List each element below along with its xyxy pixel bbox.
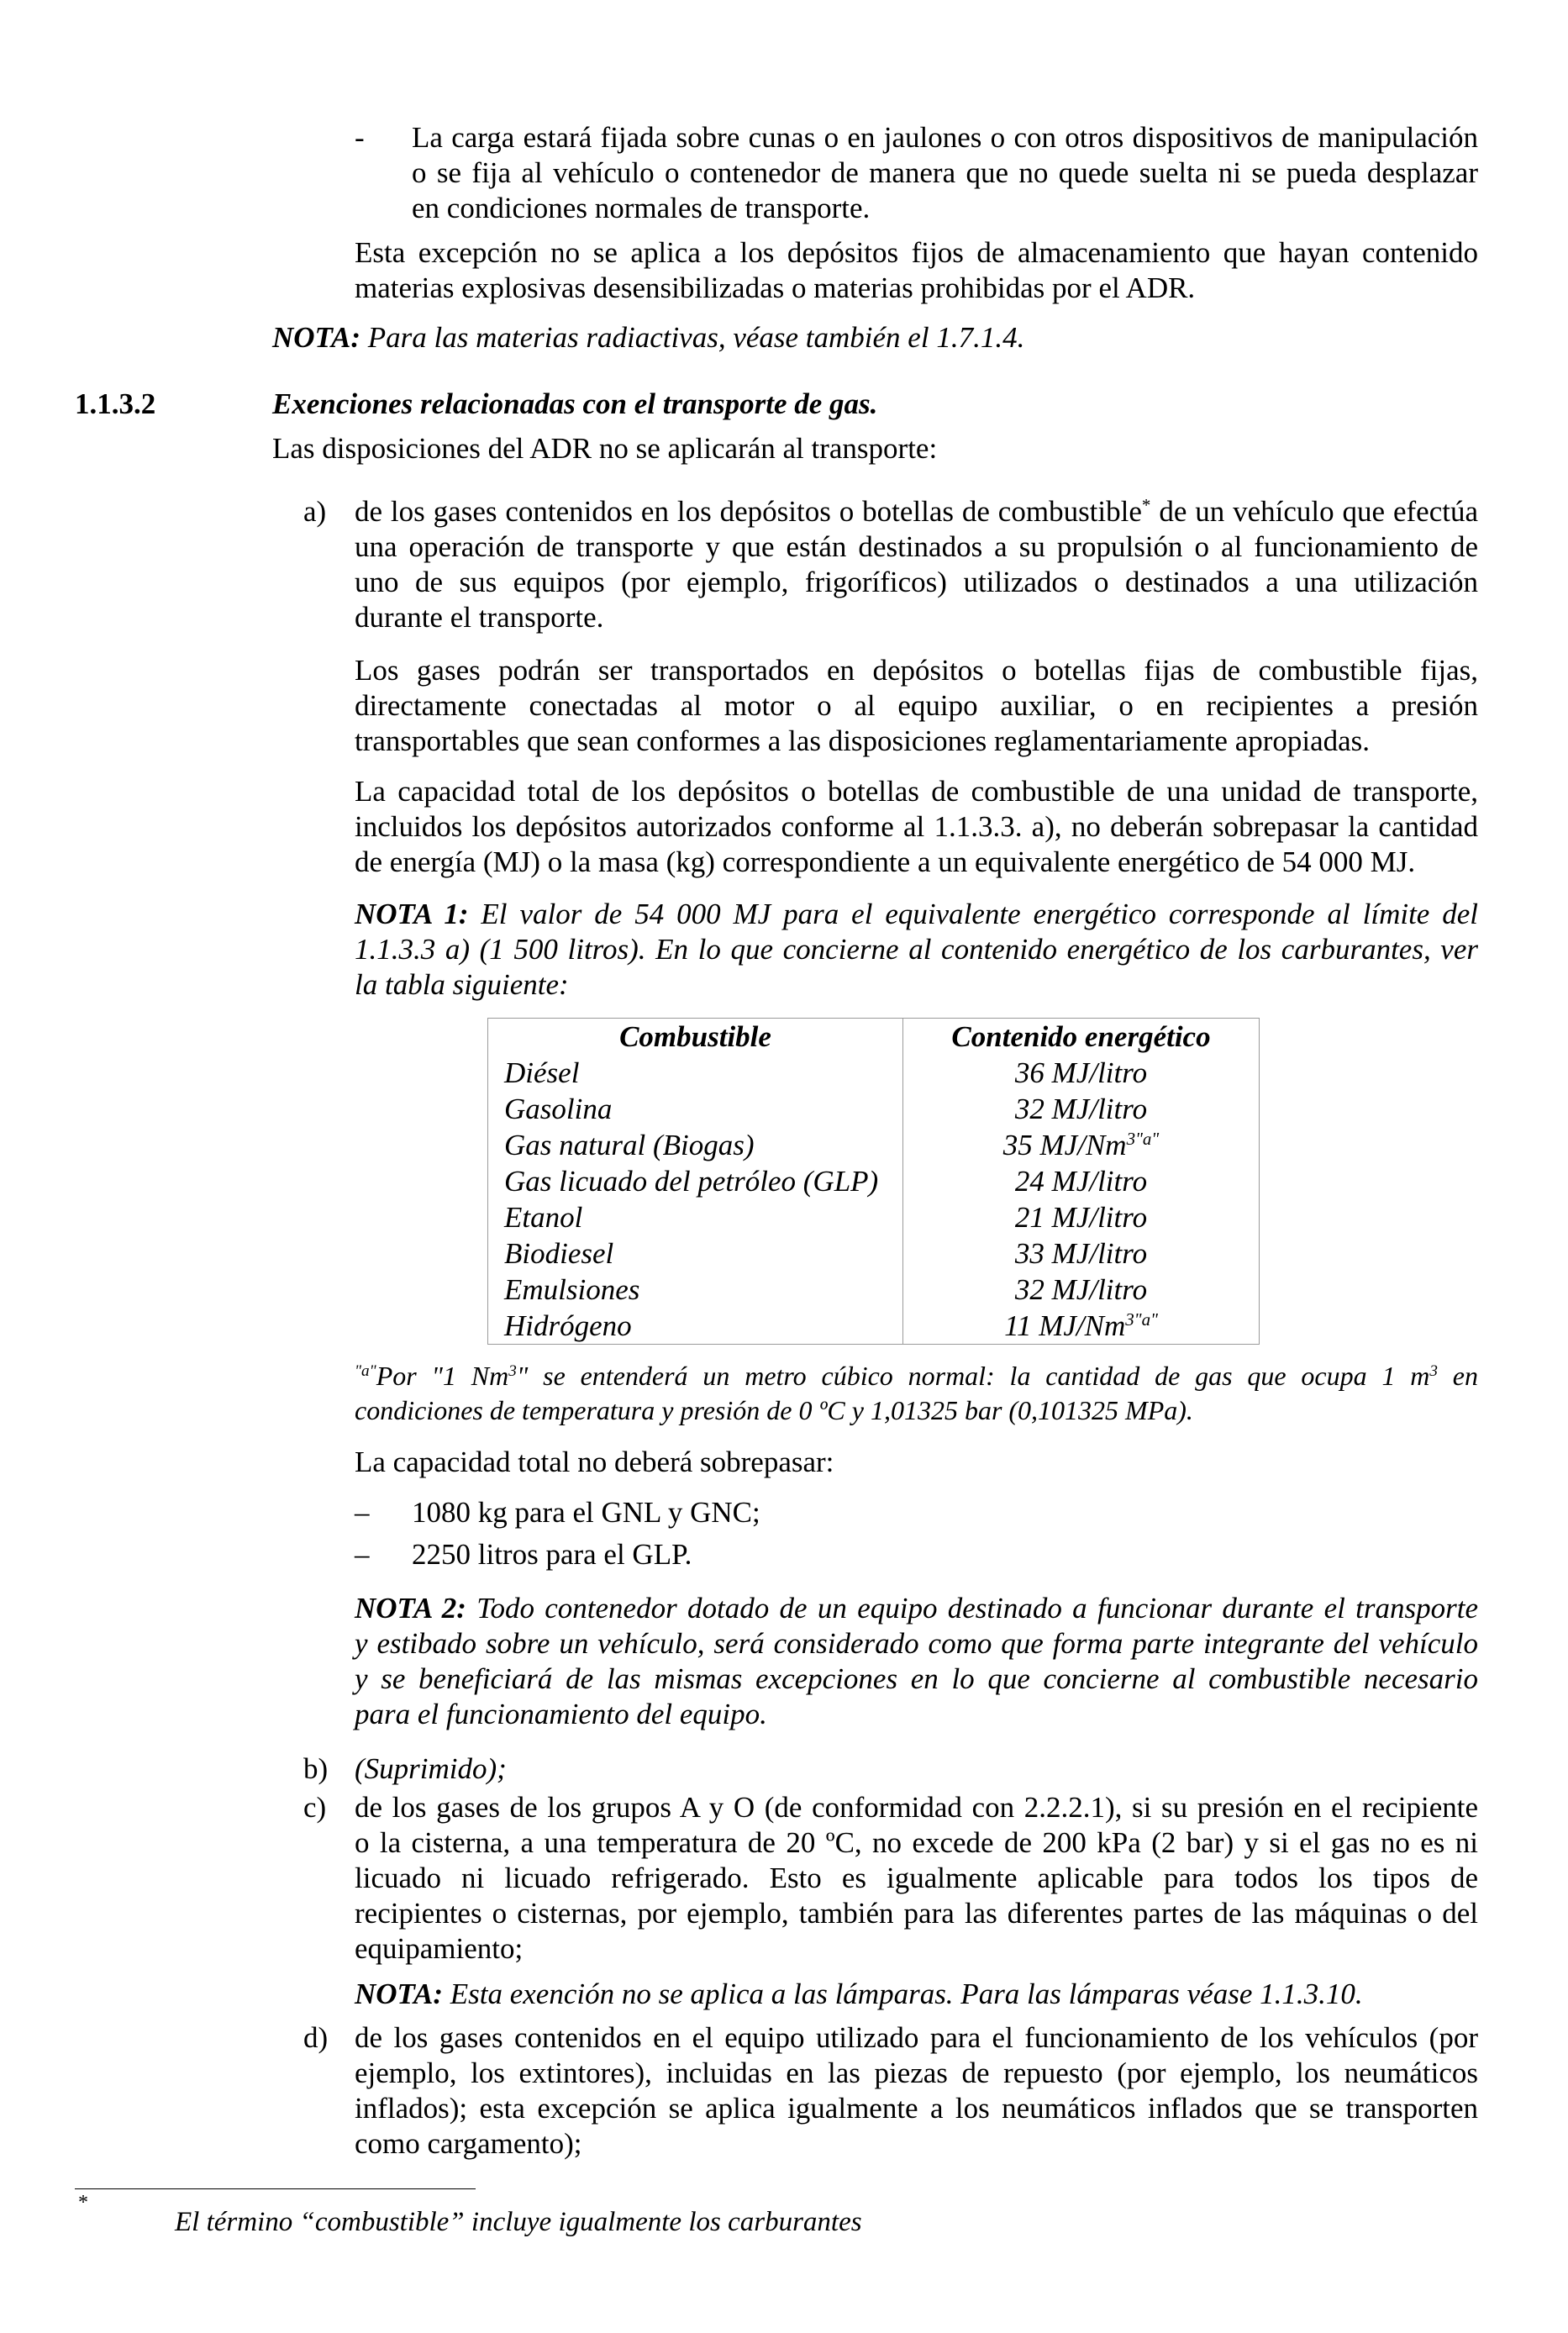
energy-cell xyxy=(903,1308,1259,1344)
fuel-cell: Emulsiones xyxy=(488,1272,903,1308)
note-text: Para las materias radiactivas, véase también el 1.7.1.4. xyxy=(367,321,1025,354)
paragraph-line: (Suprimido); xyxy=(355,1752,507,1785)
exception-paragraph xyxy=(355,235,1478,306)
note-line: y se beneficiará de las mismas excepciones en lo que concierne al combustible necesario xyxy=(355,1662,1478,1695)
item-marker: a) xyxy=(303,495,327,528)
item-b-text xyxy=(355,1751,507,1787)
capacity-limit-item xyxy=(412,1495,760,1530)
energy-cell: 21 MJ/litro xyxy=(1014,1201,1148,1234)
footnote-reference: * xyxy=(1141,495,1151,516)
note-line: 1.1.3.3 a) (1 500 litros). En lo que concierne al contenido energético de los carburantes, ver xyxy=(355,933,1478,966)
paragraph-line: uno de sus equipos (por ejemplo, frigoríficos) utilizados o destinados a una utilización xyxy=(355,566,1478,598)
energy-cell: 36 MJ/litro xyxy=(1014,1056,1148,1089)
energy-unit-superscript: 3"a" xyxy=(1125,1309,1158,1330)
table-row xyxy=(488,1127,1259,1163)
paragraph-line: inflados); esta excepción se aplica igualmente a los neumáticos inflados que se transporten xyxy=(355,2092,1478,2125)
paragraph-line: recipientes o cisternas, por ejemplo, también para las diferentes partes de las máquinas o del xyxy=(355,1897,1478,1930)
item-marker: d) xyxy=(303,2021,329,2054)
table-footnote-line: condiciones de temperatura y presión de 0 ºC y 1,01325 bar (0,101325 MPa). xyxy=(355,1395,1193,1425)
superscript: 3 xyxy=(1429,1362,1438,1381)
paragraph-line: o la cisterna, a una temperatura de 20 ºC, no excede de 200 kPa (2 bar) y si el gas no es ni xyxy=(355,1826,1478,1859)
note-2 xyxy=(355,1591,1478,1732)
note-text: Todo contenedor dotado de un equipo destinado a funcionar durante el transporte xyxy=(476,1592,1478,1625)
fuel-cell: Diésel xyxy=(488,1055,903,1091)
capacity-intro: La capacidad total no deberá sobrepasar: xyxy=(355,1446,834,1478)
energy-cell: 32 MJ/litro xyxy=(1014,1093,1148,1125)
item-b-marker-block xyxy=(303,1751,328,1787)
table-footnote-marker: "a" xyxy=(355,1362,376,1381)
radioactive-note xyxy=(272,320,1024,355)
section-number: 1.1.3.2 xyxy=(75,387,156,420)
line-text: de un vehículo que efectúa xyxy=(1159,495,1479,528)
note-line xyxy=(355,1977,1363,2012)
superscript: 3 xyxy=(508,1362,517,1381)
energy-cell xyxy=(903,1127,1259,1163)
item-a-text xyxy=(355,494,1478,635)
note-text: Esta exención no se aplica a las lámparas. Para las lámparas véase 1.1.3.10. xyxy=(450,1978,1363,2010)
note-label: NOTA 2: xyxy=(355,1592,466,1625)
table-row xyxy=(488,1199,1259,1235)
note-line xyxy=(355,1591,1478,1626)
paragraph-line: una operación de transporte y que están destinados a su propulsión o al funcionamiento de xyxy=(355,530,1478,563)
note-label: NOTA: xyxy=(272,321,360,354)
paragraph-line: en condiciones normales de transporte. xyxy=(412,192,871,224)
line-text: en xyxy=(1437,1361,1479,1391)
list-marker: - xyxy=(355,121,365,154)
table-header-row xyxy=(488,1019,1259,1055)
section-title-block xyxy=(272,387,877,422)
table-row xyxy=(488,1272,1259,1308)
capacity-intro-block xyxy=(355,1445,834,1480)
capacity-limit-item xyxy=(412,1537,692,1572)
item-marker: c) xyxy=(303,1791,327,1824)
energy-value: 35 MJ/Nm xyxy=(1002,1129,1127,1161)
paragraph-line: durante el transporte. xyxy=(355,601,604,634)
energy-cell: 33 MJ/litro xyxy=(1014,1237,1148,1270)
note-line xyxy=(355,897,1478,932)
table-row xyxy=(488,1091,1259,1127)
energy-cell: 32 MJ/litro xyxy=(1014,1273,1148,1306)
paragraph-line: La capacidad total de los depósitos o botellas de combustible de una unidad de transporte, xyxy=(355,775,1478,808)
list-item-text: 2250 litros para el GLP. xyxy=(412,1538,692,1571)
fuel-cell: Hidrógeno xyxy=(488,1308,903,1344)
paragraph-line: Los gases podrán ser transportados en depósitos o botellas fijas de combustible fijas, xyxy=(355,654,1478,687)
paragraph-line: equipamiento; xyxy=(355,1932,524,1965)
item-d-text xyxy=(355,2020,1478,2162)
line-text: Por "1 Nm xyxy=(376,1361,509,1391)
fuel-cell: Gas natural (Biogas) xyxy=(488,1127,903,1163)
fuel-cell: Biodiesel xyxy=(488,1235,903,1272)
note-line: para el funcionamiento del equipo. xyxy=(355,1698,767,1730)
paragraph-line: transportables que sean conformes a las disposiciones reglamentariamente apropiadas. xyxy=(355,724,1371,757)
footnote-separator xyxy=(75,2188,476,2189)
table-row xyxy=(488,1163,1259,1199)
item-marker: b) xyxy=(303,1752,329,1785)
item-a-marker-block xyxy=(303,494,326,529)
section-intro: Las disposiciones del ADR no se aplicarán al transporte: xyxy=(272,432,938,465)
column-header-fuel: Combustible xyxy=(488,1019,903,1055)
paragraph-line: materias explosivas desensibilizadas o materias prohibidas por el ADR. xyxy=(355,271,1196,304)
paragraph-line: La carga estará fijada sobre cunas o en jaulones o con otros dispositivos de manipulación xyxy=(412,121,1478,154)
note-label: NOTA 1: xyxy=(355,898,469,930)
paragraph-line: de energía (MJ) o la masa (kg) correspondiente a un equivalente energético de 54 000 MJ. xyxy=(355,845,1416,878)
note-text: El valor de 54 000 MJ para el equivalente energético corresponde al límite del xyxy=(481,898,1479,930)
paragraph-line: Esta excepción no se aplica a los depósitos fijos de almacenamiento que hayan contenido xyxy=(355,236,1478,269)
note-line xyxy=(272,320,1024,355)
energy-content-table xyxy=(487,1018,1260,1345)
intro-list-item xyxy=(412,120,1478,226)
table-row xyxy=(488,1055,1259,1091)
energy-unit-superscript: 3"a" xyxy=(1126,1129,1160,1150)
line-text: de los gases contenidos en los depósitos o botellas de combustible xyxy=(355,495,1142,528)
item-d-marker-block xyxy=(303,2020,328,2056)
note-line: y estibado sobre un vehículo, será considerado como que forma parte integrante del vehículo xyxy=(355,1627,1478,1660)
column-header-energy: Contenido energético xyxy=(951,1020,1211,1053)
table-row xyxy=(488,1308,1259,1344)
capacity-limit-marker xyxy=(355,1495,370,1530)
fuel-cell: Etanol xyxy=(488,1199,903,1235)
energy-cell: 24 MJ/litro xyxy=(1014,1165,1148,1198)
fuel-cell: Gasolina xyxy=(488,1091,903,1127)
paragraph-line: ejemplo, los extintores), incluidas en las piezas de repuesto (por ejemplo, los neumáticos xyxy=(355,2057,1478,2089)
capacity-limit-marker xyxy=(355,1537,370,1572)
list-marker: – xyxy=(355,1496,370,1529)
energy-value: 11 MJ/Nm xyxy=(1004,1309,1126,1342)
line-text: " se entenderá un metro cúbico normal: la cantidad de gas que ocupa 1 m xyxy=(516,1361,1430,1391)
paragraph-line: incluidos los depósitos autorizados conforme al 1.1.3.3. a), no deberán sobrepasar la cantidad xyxy=(355,810,1478,843)
paragraph-line: de los gases contenidos en el equipo utilizado para el funcionamiento de los vehículos (por xyxy=(355,2021,1478,2054)
footnote-marker: * xyxy=(78,2192,88,2214)
footnote xyxy=(175,2204,862,2240)
section-intro-block xyxy=(272,431,937,466)
item-a-paragraph-3 xyxy=(355,774,1478,880)
lamps-note xyxy=(355,1977,1363,2012)
fuel-cell: Gas licuado del petróleo (GLP) xyxy=(488,1163,903,1199)
item-c-marker-block xyxy=(303,1790,326,1825)
item-a-paragraph-2 xyxy=(355,653,1478,759)
paragraph-line: directamente conectadas al motor o al equipo auxiliar, o en recipientes a presión xyxy=(355,689,1478,722)
paragraph-line: como cargamento); xyxy=(355,2127,582,2160)
table-row xyxy=(488,1235,1259,1272)
table-footnote-line xyxy=(355,1359,1478,1393)
note-label: NOTA: xyxy=(355,1978,443,2010)
section-title: Exenciones relacionadas con el transporte de gas. xyxy=(272,387,878,420)
footnote-text: El término “combustible” incluye igualmente los carburantes xyxy=(175,2207,862,2237)
table-footnote xyxy=(355,1359,1478,1428)
note-1 xyxy=(355,897,1478,1003)
paragraph-line: o se fija al vehículo o contenedor de manera que no quede suelta ni se pueda desplazar xyxy=(412,156,1478,189)
list-marker: – xyxy=(355,1538,370,1571)
paragraph-line: de los gases de los grupos A y O (de conformidad con 2.2.2.1), si su presión en el recipiente xyxy=(355,1791,1478,1824)
intro-list-marker xyxy=(355,120,365,155)
list-item-text: 1080 kg para el GNL y GNC; xyxy=(412,1496,760,1529)
item-c-text xyxy=(355,1790,1478,1967)
note-line: la tabla siguiente: xyxy=(355,968,569,1001)
section-number-block xyxy=(75,387,155,422)
paragraph-line xyxy=(355,494,1478,529)
paragraph-line: licuado ni licuado refrigerado. Esto es igualmente aplicable para todos los tipos de xyxy=(355,1862,1478,1894)
